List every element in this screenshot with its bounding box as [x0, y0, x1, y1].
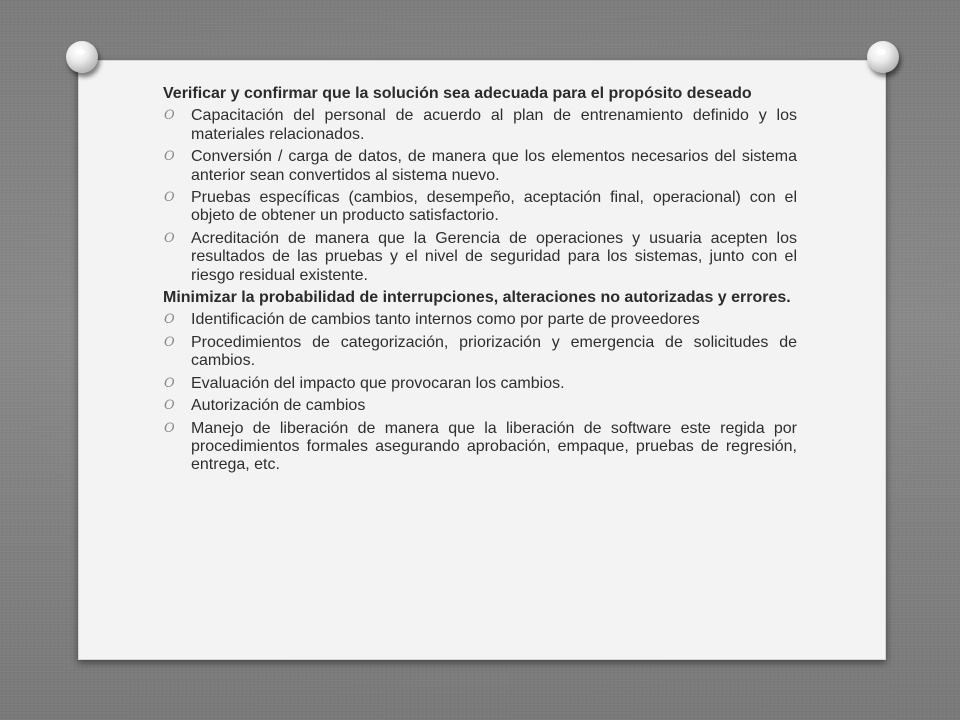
bullet-text: Manejo de liberación de manera que la liberación de software este regida por procedimientos formales asegurando aprobación, empaque, pruebas de regresión, entrega, etc.	[191, 419, 797, 474]
bullet-icon: O	[164, 108, 175, 124]
bullet-icon: O	[164, 375, 175, 391]
list-item	[163, 420, 797, 475]
bullet-text: Capacitación del personal de acuerdo al plan de entrenamiento definido y los materiales relacionados.	[191, 107, 797, 143]
list-item	[163, 334, 797, 371]
list-item	[163, 189, 797, 226]
list-item	[163, 397, 797, 415]
bullet-icon: O	[164, 230, 175, 246]
bullet-icon: O	[164, 190, 175, 206]
bullet-list-verify	[163, 107, 797, 285]
bullet-text: Autorización de cambios	[191, 397, 366, 415]
bullet-text: Pruebas específicas (cambios, desempeño, aceptación final, operacional) con el objeto de obtener un producto satisfactorio.	[191, 189, 797, 225]
slide-content	[163, 85, 797, 479]
section-heading-verify: Verificar y confirmar que la solución sea adecuada para el propósito deseado	[163, 85, 752, 102]
list-item	[163, 311, 797, 329]
section-heading-minimize: Minimizar la probabilidad de interrupciones, alteraciones no autorizadas y errores.	[163, 289, 791, 307]
bullet-text: Identificación de cambios tanto internos como por parte de proveedores	[191, 311, 700, 329]
list-item	[163, 148, 797, 185]
list-item	[163, 375, 797, 393]
bullet-icon: O	[164, 398, 175, 414]
pushpin-right-icon	[867, 41, 899, 73]
bullet-icon: O	[164, 149, 175, 165]
bullet-icon: O	[164, 334, 175, 350]
bullet-text: Conversión / carga de datos, de manera que los elementos necesarios del sistema anterior sean convertidos al sistema nuevo.	[191, 148, 797, 184]
pushpin-left-icon	[66, 41, 98, 73]
bullet-text: Acreditación de manera que la Gerencia de operaciones y usuaria acepten los resultados de las pruebas y el nivel de seguridad para los sistemas, junto con el riesgo residual existente.	[191, 229, 797, 284]
bullet-list-minimize	[163, 311, 797, 474]
bullet-text: Procedimientos de categorización, priorización y emergencia de solicitudes de cambios.	[191, 333, 797, 370]
bullet-icon: O	[164, 420, 175, 436]
bullet-icon: O	[164, 312, 175, 328]
list-item	[163, 230, 797, 285]
list-item	[163, 107, 797, 144]
bullet-text: Evaluación del impacto que provocaran los cambios.	[191, 374, 565, 392]
